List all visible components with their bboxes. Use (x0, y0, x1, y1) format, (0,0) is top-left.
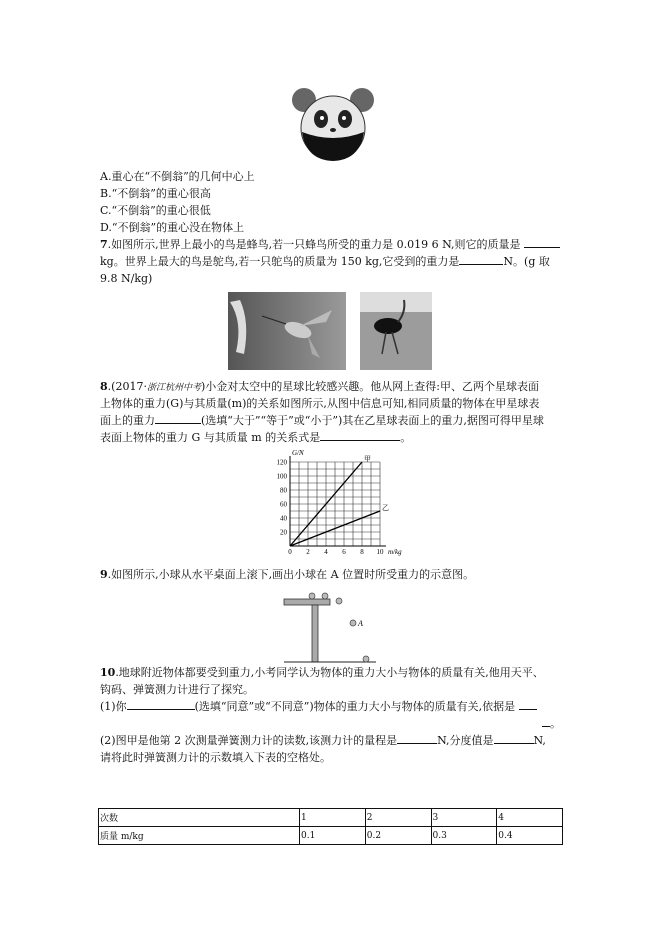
q9-number: 9 (100, 568, 108, 581)
q10-part-1-end (542, 715, 561, 732)
table-cell: 1 (300, 809, 366, 827)
q7-line-1 (100, 236, 560, 253)
q10-text: 。 (550, 717, 561, 730)
y-tick-label: 60 (280, 500, 287, 509)
table-cell[interactable]: 0.2 (365, 827, 431, 845)
hummingbird-photo (228, 292, 346, 370)
q10-part-2-line-2: 请将此时弹簧测力计的示数填入下表的空格处。 (100, 751, 331, 764)
y-axis-label: G/N (292, 449, 304, 457)
q7-line-2 (100, 253, 550, 270)
x-tick-label: 10 (376, 548, 384, 556)
label-a: A (358, 619, 363, 628)
x-tick-label: 4 (324, 548, 328, 556)
y-tick-label: 80 (280, 486, 287, 495)
q10-number: 10 (100, 666, 116, 679)
table-cell: 4 (497, 809, 563, 827)
table-ball-diagram (283, 590, 383, 665)
q8-number: 8 (100, 380, 108, 393)
x-axis-label: m/kg (388, 548, 402, 556)
q10-text: N, (533, 734, 546, 747)
q8-text: 面上的重力 (100, 414, 155, 427)
x-tick-label: 8 (360, 548, 364, 556)
q10-text: (1)你 (100, 700, 127, 713)
answer-blank[interactable] (320, 429, 400, 441)
answer-blank[interactable] (524, 236, 560, 248)
ball (363, 656, 369, 662)
q7-text: .如图所示,世界上最小的鸟是蜂鸟,若一只蜂鸟所受的重力是 0.019 6 N,则它的质量是 (107, 238, 521, 251)
q8-text: (选填“大于”“等于”或“小于”)其在乙星球表面上的重力,据图可得甲星球 (201, 414, 544, 427)
table-row (99, 809, 563, 827)
q9-text: .如图所示,小球从水平桌面上滚下,画出小球在 A 位置时所受重力的示意图。 (107, 568, 475, 581)
ball (336, 598, 342, 604)
ball (322, 593, 328, 599)
q7-text: N。(g 取 (503, 255, 550, 268)
q6-option-a: A.重心在“不倒翁”的几何中心上 (100, 170, 255, 183)
table-cell: 3 (431, 809, 497, 827)
table-cell[interactable]: 0.3 (431, 827, 497, 845)
table-row (99, 827, 563, 845)
x-tick-label: 0 (288, 548, 292, 556)
q7-line-3: 9.8 N/kg) (100, 272, 153, 285)
q9-line (100, 566, 474, 583)
q7-number: 7 (100, 238, 108, 251)
q6-option-c: C.“不倒翁”的重心很低 (100, 204, 211, 217)
y-tick-label: 40 (280, 514, 287, 523)
ball (309, 593, 315, 599)
q6-option-d: D.“不倒翁”的重心没在物体上 (100, 221, 245, 234)
q8-text: .(2017· (107, 380, 147, 393)
q10-text: .地球附近物体都要受到重力,小考同学认为物体的重力大小与物体的质量有关,他用天平、 (115, 666, 544, 679)
x-tick-label: 6 (342, 548, 346, 556)
answer-blank[interactable] (397, 732, 437, 744)
q7-text: kg。世界上最大的鸟是鸵鸟,若一只鸵鸟的质量为 150 kg,它受到的重力是 (100, 255, 460, 268)
q6-option-b: B.“不倒翁”的重心很高 (100, 187, 211, 200)
table-cell[interactable]: 0.4 (497, 827, 563, 845)
table-cell: 次数 (99, 809, 300, 827)
q10-line-2: 钩码、弹簧测力计进行了探究。 (100, 683, 254, 696)
table-top (284, 599, 330, 605)
answer-blank[interactable] (127, 698, 195, 710)
series-label: 乙 (382, 504, 389, 512)
answer-blank[interactable] (519, 698, 537, 710)
q10-text: (2)图甲是他第 2 次测量弹簧测力计的读数,该测力计的量程是 (100, 734, 398, 747)
answer-blank[interactable] (155, 412, 201, 424)
table-cell[interactable]: 0.1 (300, 827, 366, 845)
answer-blank[interactable] (542, 715, 550, 727)
table-cell: 2 (365, 809, 431, 827)
q10-line-1 (100, 664, 544, 681)
q8-text: 表面上物体的重力 G 与其质量 m 的关系式是 (100, 431, 321, 444)
q10-text: N,分度值是 (437, 734, 494, 747)
g-m-graph (262, 448, 418, 560)
q8-line-2: 上物体的重力(G)与其质量(m)的关系如图所示,从图中信息可知,相同质量的物体在甲星球表 (100, 397, 540, 410)
y-tick-label: 100 (276, 472, 287, 481)
series-label: 甲 (364, 455, 371, 463)
x-tick-label: 2 (306, 548, 310, 556)
answer-blank[interactable] (494, 732, 534, 744)
y-tick-label: 20 (280, 528, 287, 537)
data-table (98, 808, 563, 845)
graph-grid (290, 456, 386, 546)
q8-text: )小金对太空中的星球比较感兴趣。他从网上查得:甲、乙两个星球表面 (200, 380, 539, 393)
table-cell: 质量 m/kg (99, 827, 300, 845)
ostrich-photo (360, 292, 432, 370)
q8-line-4 (100, 429, 411, 446)
q8-source: 浙江杭州中考 (146, 383, 201, 393)
q8-text: 。 (400, 431, 412, 444)
y-tick-label: 120 (276, 458, 287, 467)
table-leg (312, 605, 318, 662)
q10-part-2 (100, 732, 546, 749)
answer-blank[interactable] (459, 253, 503, 265)
tumbler-toy-image (290, 84, 376, 162)
q8-line-3 (100, 412, 544, 429)
ball-at-a (350, 620, 356, 626)
q10-part-1 (100, 698, 537, 715)
q10-text: (选填“同意”或“不同意”)物体的重力大小与物体的质量有关,依据是 (194, 700, 516, 713)
